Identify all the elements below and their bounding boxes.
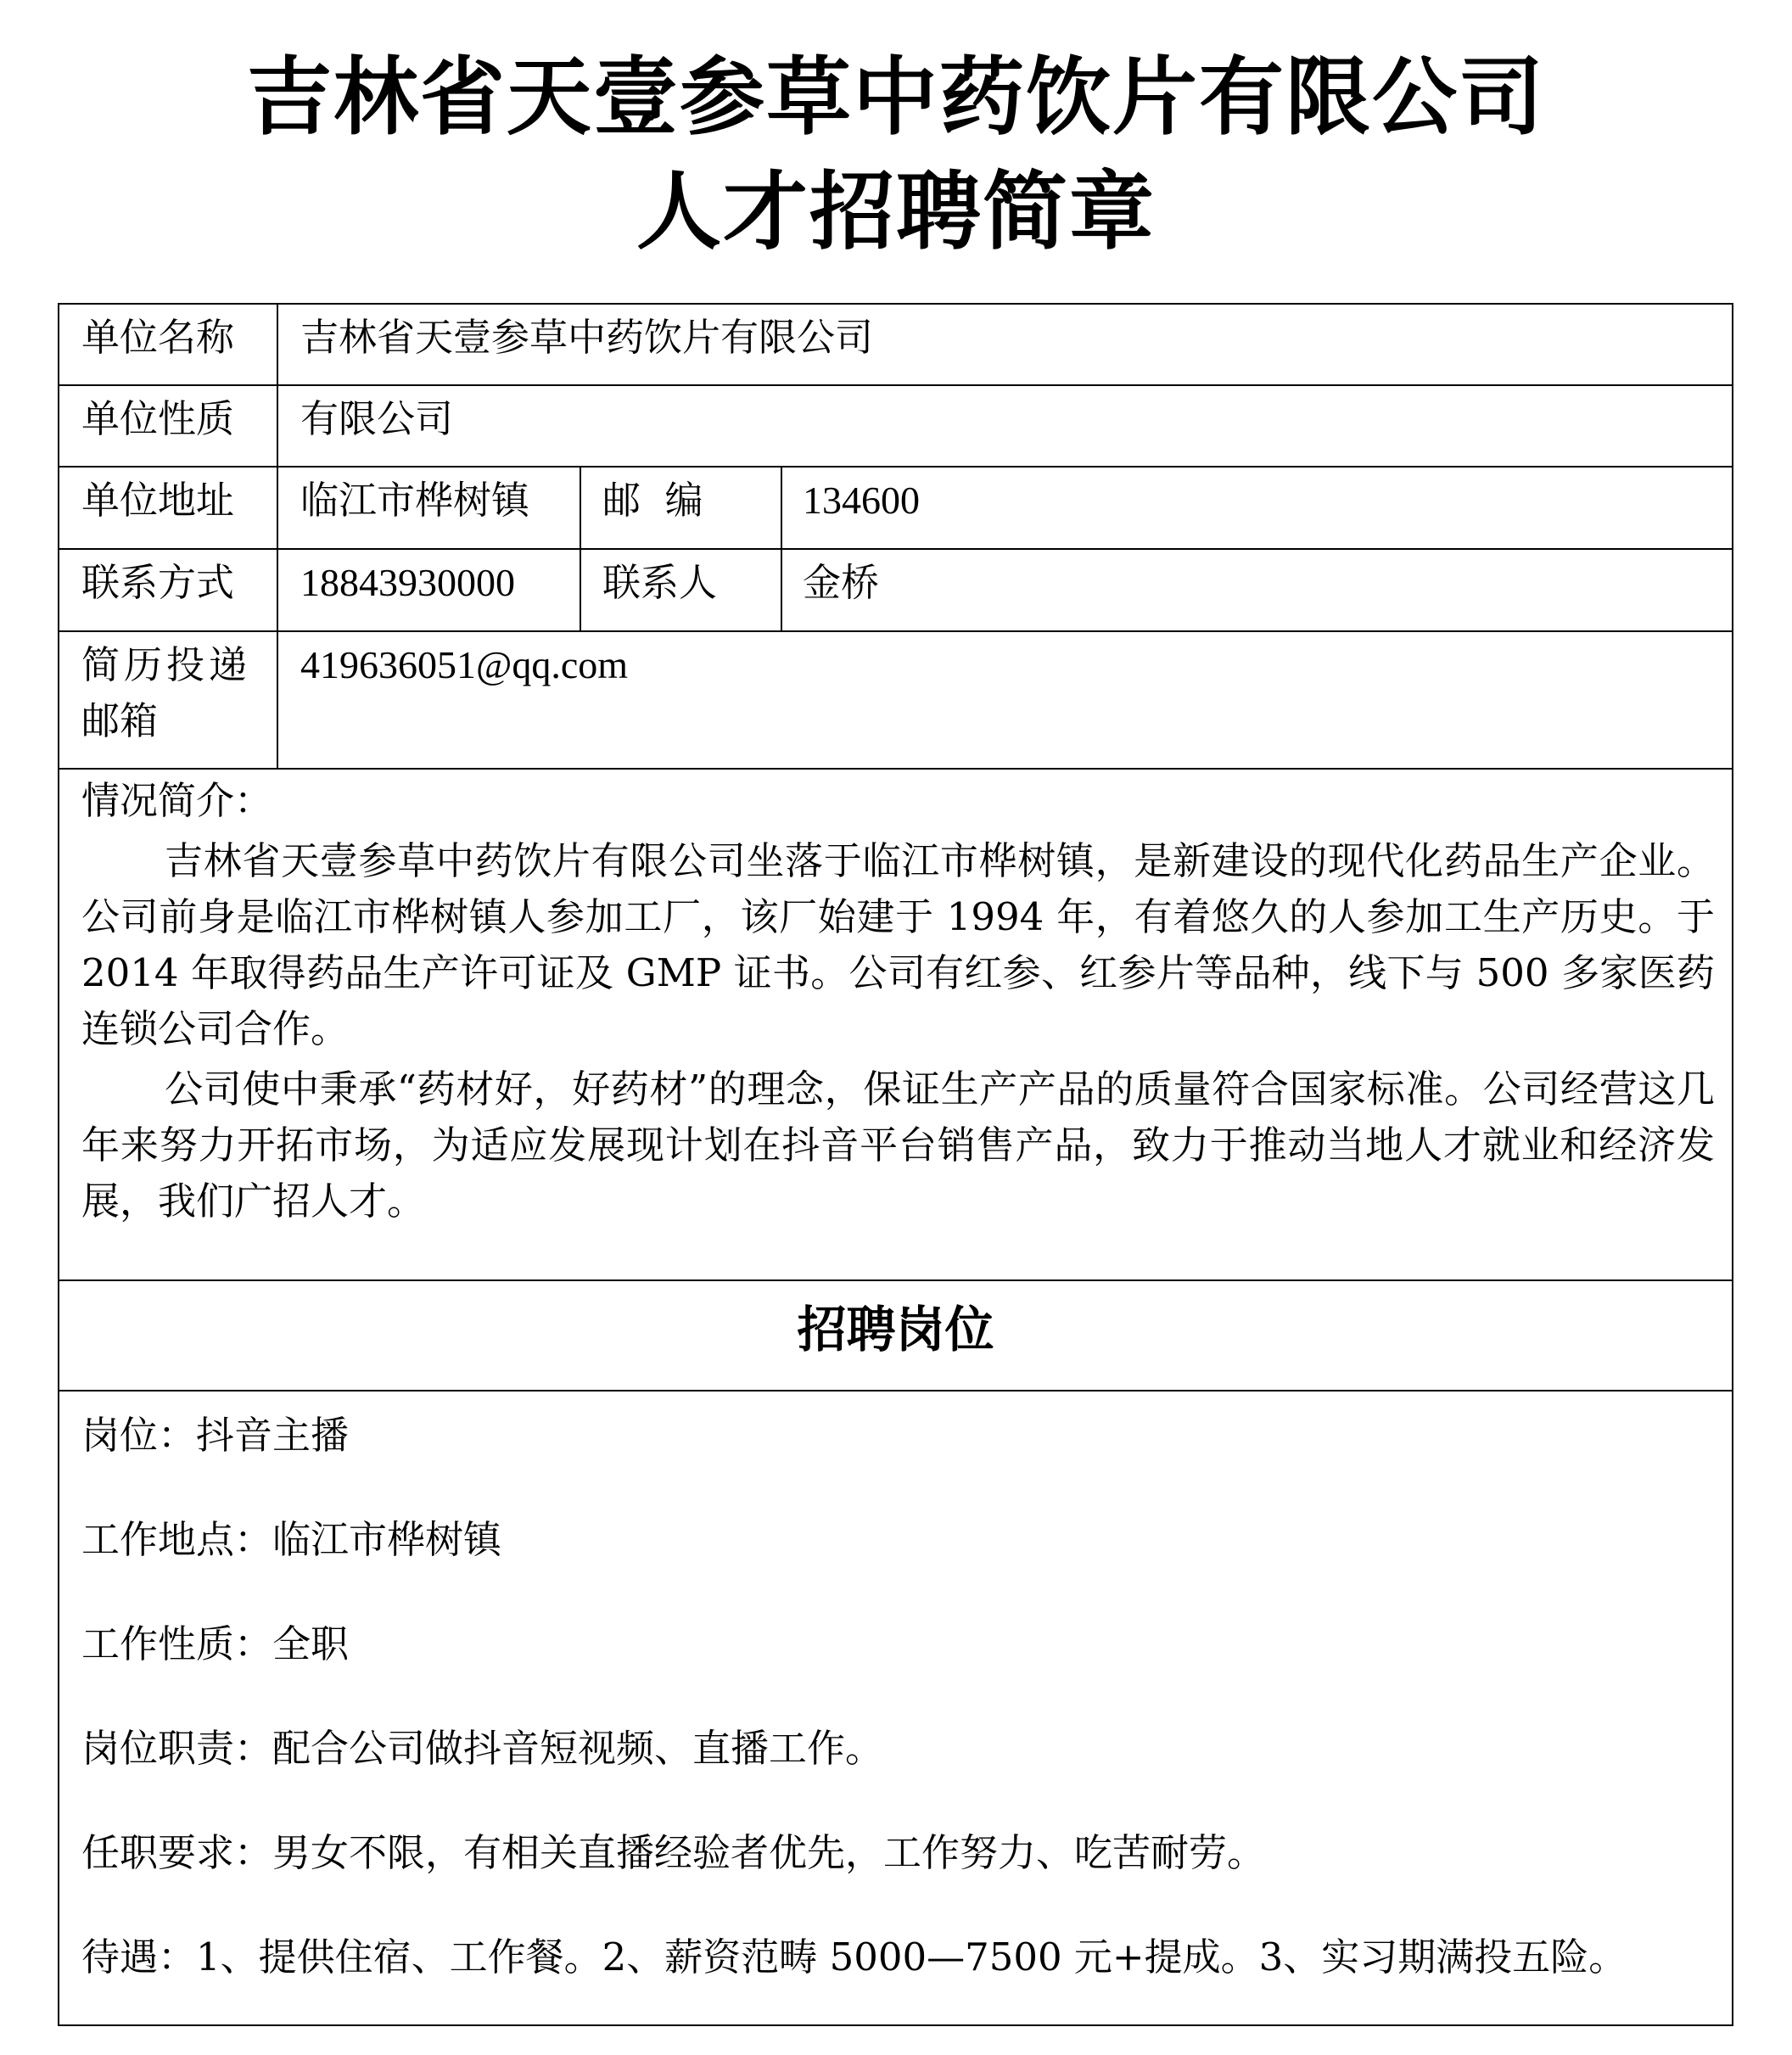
column-divider (781, 466, 782, 630)
contact-person-label: 联系人 (602, 560, 718, 605)
column-divider (277, 305, 278, 768)
intro-heading: 情况简介： (81, 778, 273, 823)
row-divider (59, 768, 1732, 770)
intro-paragraph: 公司使中秉承“药材好，好药材”的理念，保证生产产品的质量符合国家标准。公司经营这几年来努力开拓市场，为适应发展现计划在抖音平台销售产品，致力于推动当地人才就业和经济发展，我们广招人才。 (81, 1067, 1715, 1223)
job-duties: 岗位职责：配合公司做抖音短视频、直播工作。 (81, 1726, 884, 1771)
company-name-label: 单位名称 (81, 315, 235, 360)
company-type-value: 有限公司 (300, 396, 454, 441)
row-divider (59, 548, 1732, 550)
row-divider (59, 466, 1732, 468)
address-value: 临江市桦树镇 (300, 478, 530, 523)
job-benefits: 待遇：1、提供住宿、工作餐。2、薪资范畴 5000—7500 元+提成。3、实习期满投五险。 (81, 1935, 1627, 1979)
job-location: 工作地点：临江市桦树镇 (81, 1517, 502, 1562)
row-divider (59, 630, 1732, 632)
row-divider (59, 384, 1732, 386)
row-divider (59, 1390, 1732, 1391)
contact-label: 联系方式 (81, 560, 235, 605)
resume-email: 419636051@qq.com (300, 643, 629, 686)
job-position: 岗位：抖音主播 (81, 1413, 350, 1458)
zip-label: 邮 编 (602, 478, 703, 523)
positions-section-title: 招聘岗位 (797, 1301, 994, 1358)
zip-value: 134600 (803, 479, 920, 522)
row-divider (59, 1279, 1732, 1281)
job-requirements: 任职要求：男女不限，有相关直播经验者优先，工作努力、吃苦耐劳。 (81, 1830, 1266, 1875)
email-label-line1: 简历投递 (81, 642, 252, 687)
company-type-label: 单位性质 (81, 396, 235, 441)
intro-paragraph: 吉林省天壹参草中药饮片有限公司坐落于临江市桦树镇，是新建设的现代化药品生产企业。公司前身是临江市桦树镇人参加工厂，该厂始建于 1994 年，有着悠久的人参加工生产历史。于 2014 年取得药品生产许可证及 GMP 证书。公司有红参、红参片等品种，线下与 500 多家医药连锁公司合作。 (81, 838, 1715, 1051)
email-label-line2: 邮箱 (81, 698, 159, 743)
job-nature: 工作性质：全职 (81, 1621, 350, 1666)
page-subtitle: 人才招聘简章 (636, 162, 1156, 261)
contact-person-value: 金桥 (803, 560, 880, 605)
company-intro (81, 773, 1715, 1234)
page-title: 吉林省天壹参草中药饮片有限公司 (247, 48, 1545, 147)
contact-phone: 18843930000 (300, 561, 515, 604)
address-label: 单位地址 (81, 478, 235, 523)
column-divider (580, 466, 581, 630)
recruitment-table (58, 303, 1733, 2026)
company-name-value: 吉林省天壹参草中药饮片有限公司 (300, 315, 874, 360)
